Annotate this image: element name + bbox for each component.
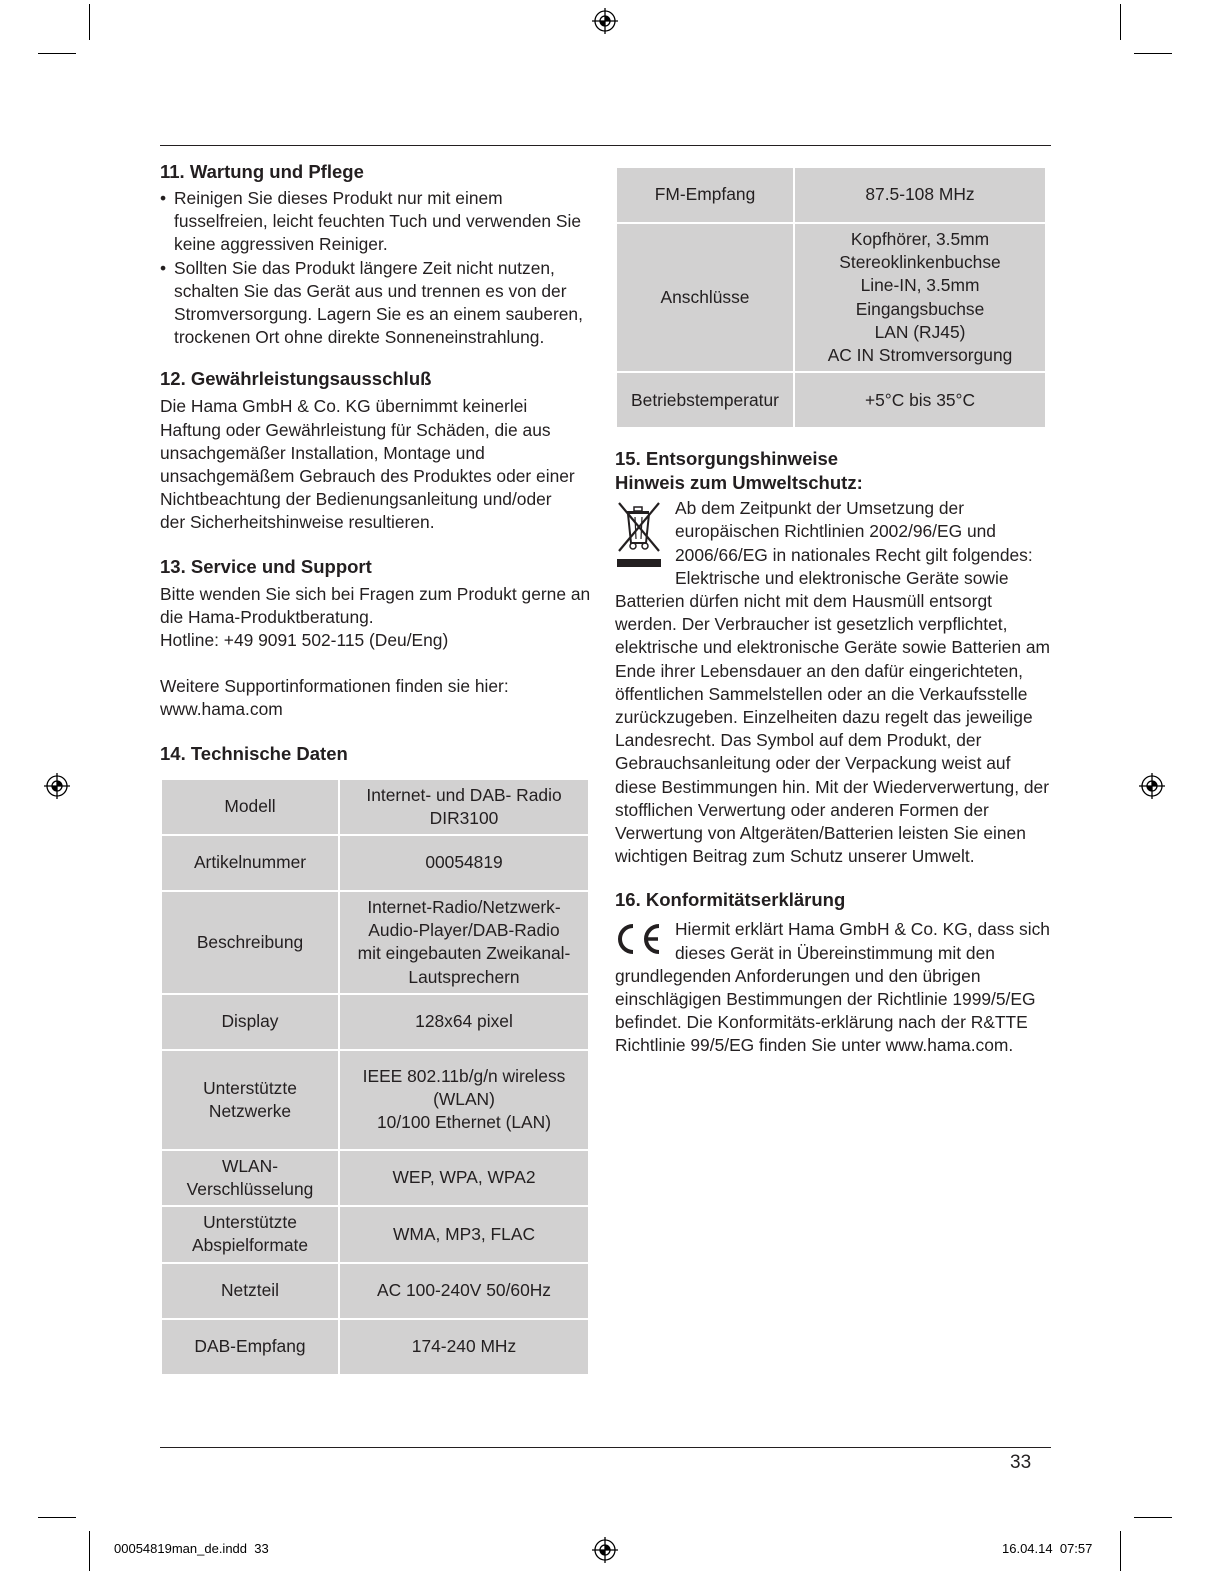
crop-mark [1134,1517,1172,1518]
crop-mark [38,53,76,54]
list-item: • Reinigen Sie dieses Produkt nur mit einem fusselfreien, leicht feuchten Tuch und verwenden Sie keine aggressiven Reiniger. [160,187,598,257]
spec-value: 174-240 MHz [339,1319,589,1375]
disposal-text: Ab dem Zeitpunkt der Umsetzung der europäischen Richtlinien 2002/96/EG und 2006/66/EG in nationales Recht gilt folgendes: Elektrische und elektronische Geräte sowie Batterien dürfen nicht mit dem Hausmüll entsorgt werden. Der Verbraucher ist gesetzlich verpflichtet, elektrische und elektronische Geräte sowie Batterien am Ende ihrer Lebensdauer an den dafür eingerichteten, öffentlichen Sammelstellen oder an die Verkaufsstelle zurückzugeben. Einzelheiten dazu regelt das jeweilige Landesrecht. Das Symbol auf dem Produkt, der Gebrauchsanleitung oder der Verpackung weist auf diese Bestimmungen hin. Mit der Wiederverwertung, der stofflichen Verwertung oder anderen Formen der Verwertung von Altgeräten/Batterien leisten Sie einen wichtigen Beitrag zum Schutz unserer Umwelt. [615,498,1050,867]
conformity-block [615,918,1055,1057]
registration-mark-icon [1139,773,1165,799]
spec-label: Netzteil [161,1263,339,1319]
slug-page: 33 [254,1541,269,1556]
footer-rule [160,1447,1051,1448]
slug-file [114,1541,269,1556]
spec-value: IEEE 802.11b/g/n wireless (WLAN) 10/100 Ethernet (LAN) [339,1050,589,1150]
spec-value: Internet-Radio/Netzwerk- Audio-Player/DAB-Radio mit eingebauten Zweikanal- Lautsprechern [339,891,589,994]
spec-value: WMA, MP3, FLAC [339,1206,589,1262]
spec-label: Unterstützte Abspielformate [161,1206,339,1262]
registration-mark-icon [592,1537,618,1563]
table-row [161,891,589,994]
left-column [160,160,598,1376]
ce-mark-icon [615,922,665,956]
registration-mark-icon [44,773,70,799]
table-row [161,1150,589,1206]
right-column [615,166,1055,1058]
spec-label: Unterstützte Netzwerke [161,1050,339,1150]
registration-mark-icon [592,8,618,34]
spec-label: Artikelnummer [161,835,339,891]
table-row [616,223,1046,372]
spec-value: 87.5-108 MHz [794,167,1046,223]
list-item: • Sollten Sie das Produkt längere Zeit nicht nutzen, schalten Sie das Gerät aus und trennen es von der Stromversorgung. Lagern Sie es an einem sauberen, trockenen Ort ohne direkte Sonneneinstrahlung. [160,257,598,350]
spec-label: FM-Empfang [616,167,794,223]
section-16-title: 16. Konformitätserklärung [615,889,846,911]
spec-value: 00054819 [339,835,589,891]
header-rule [160,145,1051,146]
table-row [161,835,589,891]
table-row [161,1263,589,1319]
spec-label: Modell [161,779,339,835]
slug-datetime [1002,1541,1092,1556]
support-more-text: Weitere Supportinformationen finden sie hier: [160,676,509,697]
table-row [161,1206,589,1262]
spec-value: +5°C bis 35°C [794,372,1046,428]
table-row [616,372,1046,428]
section-12-title: 12. Gewährleistungsausschluß [160,368,432,390]
warranty-text: Die Hama GmbH & Co. KG übernimmt keinerlei Haftung oder Gewährleistung für Schäden, die aus unsachgemäßer Installation, Montage und unsachgemäßem Gebrauch des Produktes oder einer Nichtbeachtung der Bedienungsanleitung und/oder der Sicherheitshinweise resultieren. [160,396,575,533]
section-11-title: 11. Wartung und Pflege [160,161,364,182]
slug-filename: 00054819man_de.indd [114,1541,248,1556]
spec-value: Internet- und DAB- Radio DIR3100 [339,779,589,835]
disposal-block [615,497,1055,868]
spec-value: AC 100-240V 50/60Hz [339,1263,589,1319]
spec-value: Kopfhörer, 3.5mm Stereoklinkenbuchse Line-IN, 3.5mm Eingangsbuchse LAN (RJ45) AC IN Stromversorgung [794,223,1046,372]
section-15-title: 15. Entsorgungshinweise [615,448,839,470]
section-14-title: 14. Technische Daten [160,742,348,764]
tech-data-table [160,778,590,1376]
section-15-subtitle: Hinweis zum Umweltschutz: [615,472,863,494]
weee-bin-icon [615,499,663,569]
tech-data-table-continued [615,166,1047,429]
crop-mark [1134,53,1172,54]
crop-mark [38,1517,76,1518]
spec-label: DAB-Empfang [161,1319,339,1375]
spec-label: Beschreibung [161,891,339,994]
spec-value: WEP, WPA, WPA2 [339,1150,589,1206]
spec-label: Anschlüsse [616,223,794,372]
slug-date: 16.04.14 [1002,1541,1053,1556]
slug-time: 07:57 [1059,1541,1093,1556]
spec-label: WLAN- Verschlüsselung [161,1150,339,1206]
support-url[interactable]: www.hama.com [160,699,283,720]
table-row [161,779,589,835]
table-row [161,1050,589,1150]
crop-mark [1120,4,1121,40]
page-number: 33 [1010,1452,1032,1473]
hotline-text: Hotline: +49 9091 502-115 (Deu/Eng) [160,630,449,651]
table-row [161,1319,589,1375]
table-row [616,167,1046,223]
conformity-text: Hiermit erklärt Hama GmbH & Co. KG, dass sich dieses Gerät in Übereinstimmung mit den grundlegenden Anforderungen und den übrigen einschlägigen Bestimmungen der Richtlinie 1999/5/EG befindet. Die Konformitäts-erklärung nach der R&TTE Richtlinie 99/5/EG finden Sie unter www.hama.com. [615,919,1050,1056]
spec-label: Betriebstemperatur [616,372,794,428]
crop-mark [89,4,90,40]
spec-value: 128x64 pixel [339,994,589,1050]
spec-label: Display [161,994,339,1050]
table-row [161,994,589,1050]
support-text: Bitte wenden Sie sich bei Fragen zum Produkt gerne an die Hama-Produktberatung. [160,583,591,627]
section-13-title: 13. Service und Support [160,555,372,577]
crop-mark [1120,1531,1121,1571]
crop-mark [89,1531,90,1571]
maintenance-list [160,187,598,349]
